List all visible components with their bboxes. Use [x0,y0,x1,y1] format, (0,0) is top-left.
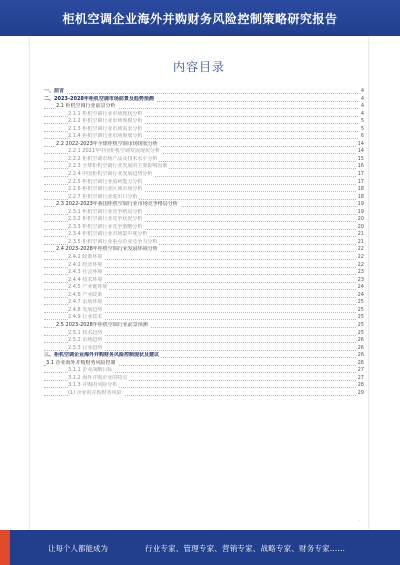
toc-entry-page: 6 [360,133,364,140]
toc-entry-text: 2.3 2022-2023年我国柜机空调行业市场竞争格局分析 [56,201,178,208]
toc-entry-text: 2.2.4 中国柜机空调行业发展趋势分析 [68,171,153,178]
toc-entry-page: 26 [357,352,364,359]
toc-entry-page: 25 [357,306,364,313]
toc-entry-page: 26 [357,337,364,344]
toc-entry-page: 25 [357,299,364,306]
toc-entry-page: 25 [357,314,364,321]
toc-entry-text: 2.2 2022-2023年全球柜机空调市场现状分析 [56,140,158,147]
toc-entry-text: 三、柜机空调企业海外并购财务风险控制现状及建议 [44,352,160,359]
footer-slogan: 让每个人都能成为 [48,544,108,553]
toc-entry-text: 2.5.3 行业趋势 [68,344,103,351]
toc-entry-text: 2.5.1 技术趋势 [68,329,103,336]
toc-entry[interactable] [44,111,364,119]
toc-entry[interactable] [44,337,364,345]
toc-entry-page: 22 [357,254,364,261]
toc-entry[interactable] [44,360,364,368]
toc-entry-text: 2.2.1 2021年中国柜机空调发展现状分析 [68,148,161,155]
dot-leader [44,93,358,94]
toc-entry-page: 25 [357,321,364,328]
toc-entry-text: 3.1.3 并购的风险分析 [68,382,118,389]
toc-entry-page: 19 [357,201,364,208]
toc-entry-text: 2.4.5 产业链环境 [68,284,108,291]
toc-entry[interactable] [44,148,364,156]
toc-entry-page: 19 [357,208,364,215]
toc-entry-text: 2.4.1 政策环境 [68,254,103,261]
footer-banner [0,530,400,565]
toc-entry-text: 2.1.3 柜机空调行业市场需求分析 [68,125,143,132]
toc-entry[interactable] [44,171,364,179]
toc-entry-page: 28 [357,382,364,389]
toc-entry[interactable] [44,96,364,104]
toc-list [44,88,364,397]
toc-entry[interactable] [44,292,364,300]
toc-entry-text: 2.4.7 市场环境 [68,299,103,306]
toc-entry[interactable] [44,118,364,126]
toc-entry-text: 2.4.4 技术环境 [68,276,103,283]
toc-entry-page: 18 [357,186,364,193]
page-corner-mark: · [358,518,360,524]
toc-entry[interactable] [44,352,364,360]
toc-entry-text: 2.2.7 柜机空调行业进出口分析 [68,193,138,200]
toc-entry-page: 21 [357,231,364,238]
toc-entry[interactable] [44,307,364,315]
toc-entry[interactable] [44,277,364,285]
toc-entry[interactable] [44,231,364,239]
toc-entry-text: 2.1.2 柜机空调行业市场规模分析 [68,118,143,125]
toc-entry[interactable] [44,133,364,141]
toc-entry[interactable] [44,126,364,134]
toc-entry-page: 5 [360,118,364,125]
toc-entry-text: 3.1.1 企业战略目标 [68,367,113,374]
toc-entry-text: 2.2.5 柜机空调行业盈利能力分析 [68,178,143,185]
toc-entry-text: 2.4.6 产业政策 [68,291,103,298]
toc-entry[interactable] [44,269,364,277]
toc-entry[interactable] [44,382,364,390]
toc-entry-text: (1) 企业的并购财务风险 [68,389,122,396]
toc-entry-page: 27 [357,374,364,381]
toc-entry[interactable] [44,156,364,164]
footer-accent-bar [0,530,10,565]
toc-entry[interactable] [44,186,364,194]
toc-entry-page: 4 [360,88,364,94]
toc-entry-text: 2.4.9 行业技术 [68,314,103,321]
toc-entry-text: 2.4.8 发展趋势 [68,306,103,313]
toc-entry[interactable] [44,194,364,202]
toc-entry[interactable] [44,330,364,338]
toc-entry-page: 24 [357,291,364,298]
toc-entry[interactable] [44,224,364,232]
toc-entry[interactable] [44,254,364,262]
toc-entry[interactable] [44,209,364,217]
toc-entry-text: 2.2.2 柜机空调市场产品及技术水平分析 [68,155,158,162]
toc-entry-text: 2.2.6 柜机空调行业区域市场分析 [68,186,143,193]
toc-entry[interactable] [44,239,364,247]
toc-entry[interactable] [44,390,364,398]
toc-entry-page: 23 [357,269,364,276]
toc-entry-page: 27 [357,367,364,374]
toc-entry[interactable] [44,299,364,307]
toc-entry-page: 15 [357,155,364,162]
toc-entry-text: 一、前言 [44,88,65,94]
toc-entry[interactable] [44,246,364,254]
toc-entry-page: 29 [357,389,364,396]
toc-entry-page: 17 [357,178,364,185]
toc-entry[interactable] [44,201,364,209]
toc-entry-page: 24 [357,284,364,291]
toc-entry-text: 2.5.2 市场趋势 [68,337,103,344]
toc-entry-page: 4 [360,95,364,102]
toc-entry-text: 2.3.1 柜机空调行业竞争格局分析 [68,208,143,215]
toc-entry-text: 2.4.2 经济环境 [68,261,103,268]
toc-entry[interactable] [44,375,364,383]
toc-entry-text: 2.3.4 柜机空调行业市场集中度分析 [68,231,148,238]
toc-entry-text: 二、2023-2028年柜机空调市场前景及趋势预测 [44,95,154,102]
toc-entry-text: 2.1 柜机空调行业前景分析 [56,103,116,110]
toc-entry-text: 2.5 2023-2028年柜机空调行业前景预测 [56,321,148,328]
toc-entry-page: 16 [357,163,364,170]
toc-entry[interactable] [44,103,364,111]
toc-entry-page: 20 [357,216,364,223]
toc-entry-text: 2.1.4 柜机空调行业市场规划分析 [68,133,143,140]
toc-entry-page: 20 [357,223,364,230]
toc-entry-page: 5 [360,125,364,132]
report-title: 柜机空调企业海外并购财务风险控制策略研究报告 [62,11,338,26]
toc-entry[interactable] [44,88,364,96]
toc-entry-page: 22 [357,261,364,268]
toc-entry-page: 14 [357,148,364,155]
footer-roles: 行业专家、管理专家、营销专家、战略专家、财务专家…… [145,544,346,553]
toc-entry-page: 23 [357,276,364,283]
toc-entry-text: 2.3.5 柜机空调行业重点企业竞争力分析 [68,238,158,245]
toc-entry-page: 14 [357,140,364,147]
toc-entry[interactable] [44,179,364,187]
toc-entry-page: 21 [357,238,364,245]
toc-entry[interactable] [44,216,364,224]
toc-entry[interactable] [44,322,364,330]
toc-entry-page: 18 [357,193,364,200]
toc-entry-page: 25 [357,329,364,336]
toc-entry-text: 2.3.2 柜机空调行业竞争状况分析 [68,216,143,223]
toc-page [30,36,368,530]
report-header [0,0,400,36]
toc-entry-page: 17 [357,171,364,178]
toc-entry[interactable] [44,163,364,171]
toc-entry-page: 4 [360,103,364,110]
toc-entry-text: 2.4.3 社会环境 [68,269,103,276]
toc-entry-text: 3.1 企业海外并购财务风险控制 [46,359,116,366]
toc-entry-page: 4 [360,110,364,117]
toc-title: 内容目录 [172,60,225,74]
toc-entry[interactable] [44,141,364,149]
toc-entry[interactable] [44,284,364,292]
toc-entry[interactable] [44,367,364,375]
toc-entry-text: 2.3.3 柜机空调行业竞争策略分析 [68,223,143,230]
toc-entry-text: 2.4 2023-2028年柜机空调行业发展环境分析 [56,246,158,253]
toc-entry[interactable] [44,314,364,322]
toc-entry[interactable] [44,345,364,353]
toc-entry[interactable] [44,262,364,270]
toc-entry-text: 2.2.3 全球柜机空调行业发展的主要影响因素 [68,163,168,170]
toc-entry-text: 2.1.1 柜机空调行业市场现状分析 [68,110,143,117]
toc-entry-page: 26 [357,344,364,351]
toc-entry-page: 26 [357,359,364,366]
toc-entry-page: 22 [357,246,364,253]
toc-entry-text: 3.1.2 海外并购企业的特点 [68,374,128,381]
